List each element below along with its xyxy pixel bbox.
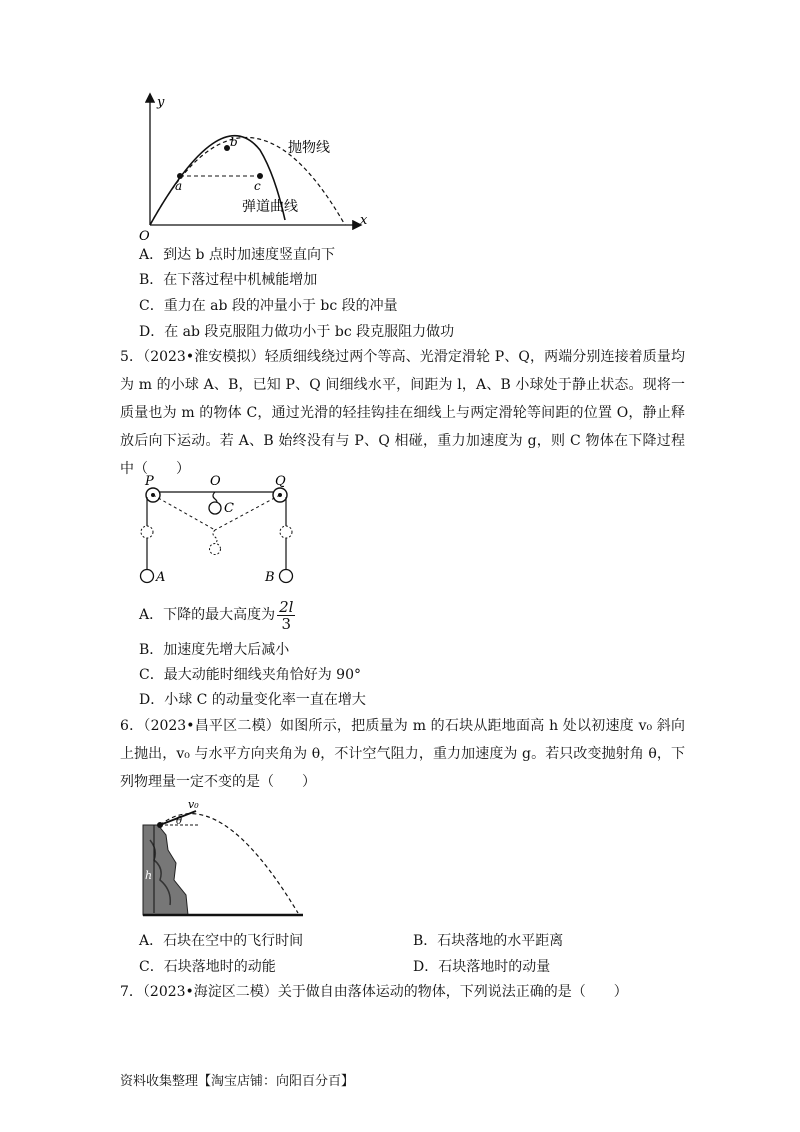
label-h: h: [145, 869, 153, 882]
q7-text: 关于做自由落体运动的物体，下列说法正确的是（ ）: [277, 984, 628, 1000]
q7-stem: [120, 978, 685, 1006]
q5-option-d: D．小球 C 的动量变化率一直在增大: [139, 692, 366, 708]
object-c-lowered: [210, 544, 221, 555]
point-a-label: a: [175, 179, 183, 193]
q5-option-a: [139, 598, 295, 632]
q5-source: （2023•淮安模拟）: [143, 349, 265, 365]
q6-stem: [120, 712, 685, 796]
q4-option-d: D．在 ab 段克服阻力做功小于 bc 段克服阻力做功: [139, 324, 455, 340]
q5-option-a-text: A．下降的最大高度为: [139, 607, 276, 623]
hook-lowered: [213, 530, 217, 544]
q5-option-c: C．最大动能时细线夹角恰好为 90°: [139, 667, 361, 683]
label-p: P: [145, 475, 154, 489]
q6-number: 6．: [120, 718, 144, 734]
stone-projectile-figure: [138, 795, 308, 920]
label-o: O: [210, 475, 221, 489]
fraction-2l-over-3: [277, 599, 295, 632]
q5-stem: [120, 343, 685, 483]
y-label: y: [157, 95, 165, 110]
label-q: Q: [275, 475, 286, 489]
label-b: B: [265, 570, 275, 585]
point-c-label: c: [254, 179, 261, 193]
dashed-string-left: [153, 495, 215, 530]
label-theta: θ: [176, 816, 183, 827]
q5-text: 轻质细线绕过两个等高、光滑定滑轮 P、Q，两端分别连接着质量均为 m 的小球 A、B，已知 P、Q 间细线水平，间距为 l，A、B 小球处于静止状态。现将一质量也为 m 的物体 C，通过光滑的轻挂钩挂在细线上与两定滑轮等间距的位置 O，静止释放后向下运动。若 A、B 始终没有与 P、Q 相碰，重力加速度为 g，则 C 物体在下降过程中（ ）: [120, 349, 685, 477]
label-c: C: [224, 501, 234, 516]
q6-text: 如图所示，把质量为 m 的石块从距地面高 h 处以初速度 v₀ 斜向上抛出，v₀ 与水平方向夹角为 θ，不计空气阻力，重力加速度为 g。若只改变抛射角 θ，下列物理量一定不变的是（ ）: [120, 718, 685, 790]
trajectory-label: 弹道曲线: [242, 199, 298, 215]
q4-option-c: C．重力在 ab 段的冲量小于 bc 段的冲量: [139, 298, 398, 314]
q5-option-b: B．加速度先增大后减小: [139, 642, 290, 658]
point-b-label: b: [230, 135, 238, 149]
q6-option-c: C．石块落地时的动能: [139, 959, 276, 975]
q4-option-a: A．到达 b 点时加速度竖直向下: [139, 247, 335, 263]
q5-number: 5．: [120, 349, 144, 365]
q6-option-d: D．石块落地时的动量: [413, 959, 551, 975]
x-label: x: [360, 213, 368, 228]
pulley-figure: [135, 475, 295, 590]
label-v0: v₀: [188, 798, 199, 811]
q6-option-a: A．石块在空中的飞行时间: [139, 933, 304, 949]
q6-source: （2023•昌平区二模）: [143, 718, 281, 734]
origin-label: O: [139, 229, 150, 240]
footer: 资料收集整理【淘宝店铺：向阳百分百】: [120, 1074, 355, 1089]
label-a: A: [156, 570, 166, 585]
q7-source: （2023•海淀区二模）: [142, 984, 278, 1000]
parabola-label: 抛物线: [288, 140, 330, 156]
q4-option-b: B．在下落过程中机械能增加: [139, 272, 318, 288]
trajectory-figure: [135, 90, 375, 240]
q7-number: 7．: [120, 984, 143, 1000]
ball-b-dashed: [280, 526, 292, 538]
fraction-denominator: 3: [281, 614, 292, 633]
ball-b: [280, 570, 293, 583]
fraction-numerator: 2l: [279, 597, 294, 616]
object-c: [209, 502, 221, 514]
q6-option-b: B．石块落地的水平距离: [413, 933, 564, 949]
ball-a: [141, 570, 154, 583]
ball-a-dashed: [141, 526, 153, 538]
